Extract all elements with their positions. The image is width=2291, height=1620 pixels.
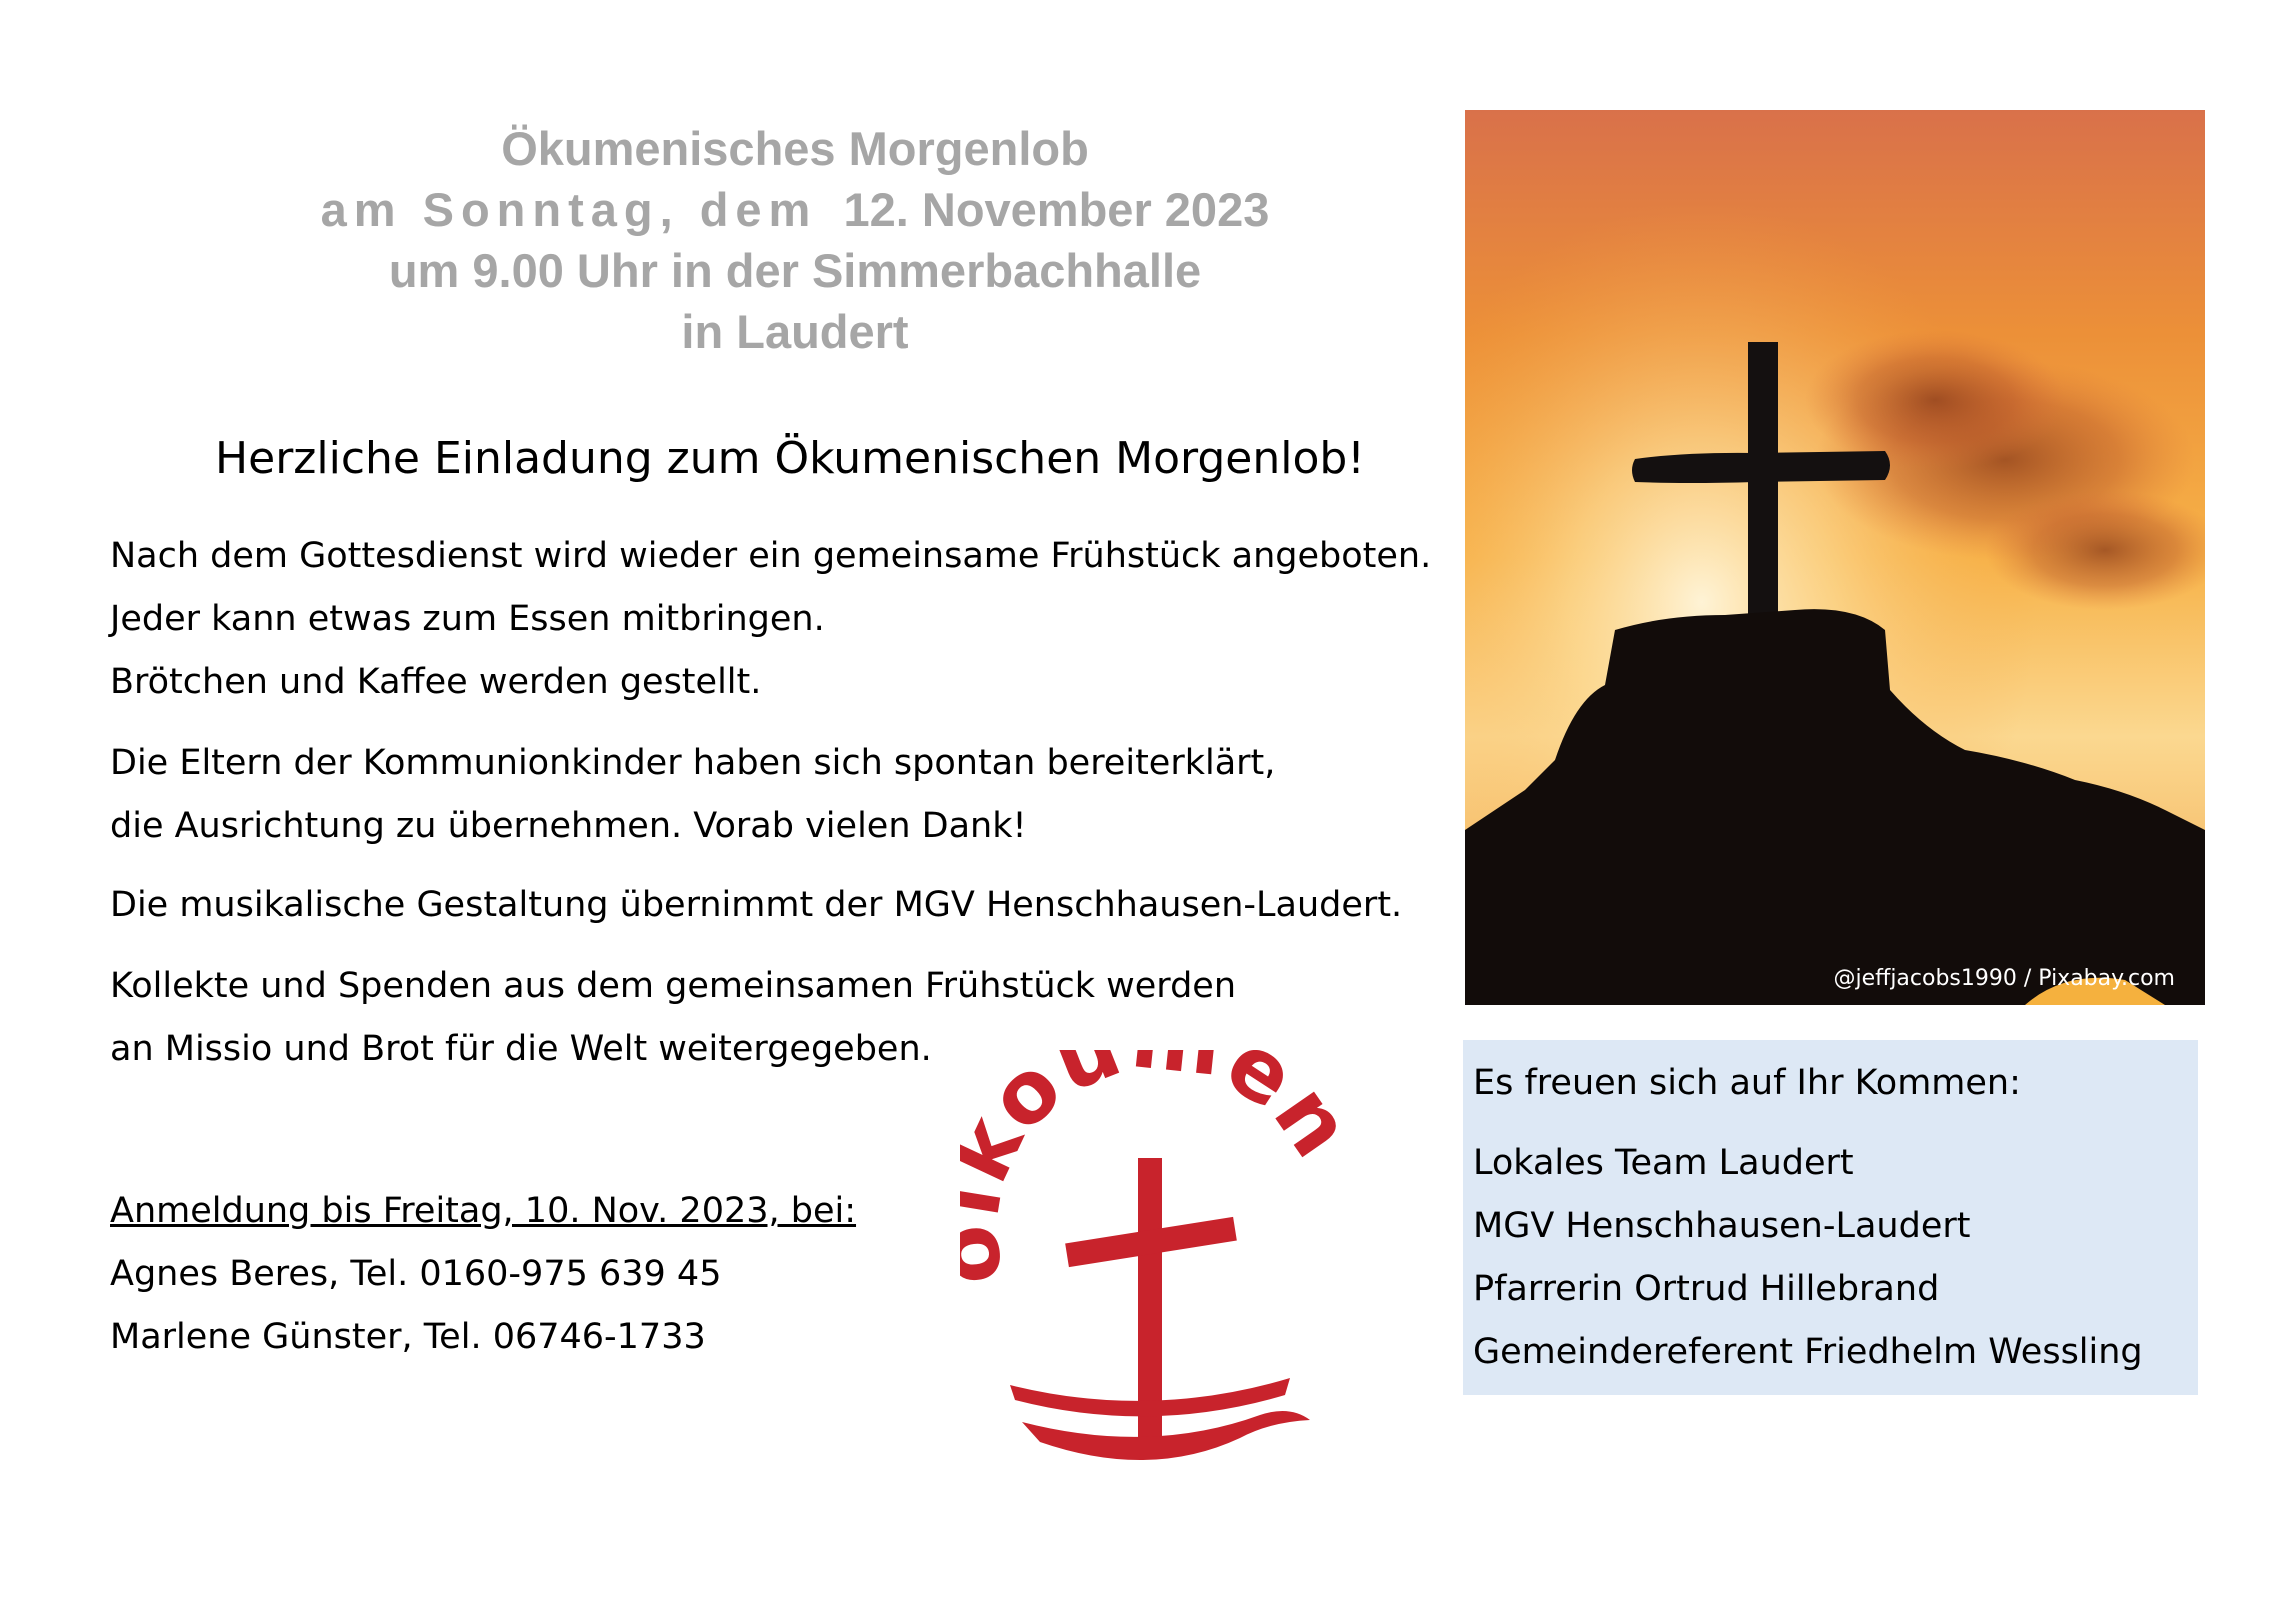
text-line: Kollekte und Spenden aus dem gemeinsamen Frühstück werden — [110, 966, 1237, 1006]
text-line: Brötchen und Kaffee werden gestellt. — [110, 662, 762, 702]
text-line: Jeder kann etwas zum Essen mitbringen. — [110, 599, 825, 639]
event-town: in Laudert — [681, 305, 909, 358]
event-date: 12. November 2023 — [843, 183, 1270, 236]
photo-credit: @jeffjacobs1990 / Pixabay.com — [1833, 966, 2175, 991]
registration-contact: Marlene Günster, Tel. 06746-1733 — [110, 1317, 706, 1357]
text-line: die Ausrichtung zu übernehmen. Vorab vielen Dank! — [110, 806, 1027, 846]
organizers-box — [1463, 1040, 2198, 1395]
registration-heading: Anmeldung bis Freitag, 10. Nov. 2023, bei: — [110, 1191, 857, 1231]
event-day: am Sonntag, dem — [320, 183, 818, 236]
registration-contact: Agnes Beres, Tel. 0160-975 639 45 — [110, 1254, 722, 1294]
text-line: Nach dem Gottesdienst wird wieder ein gemeinsame Frühstück angeboten. — [110, 536, 1432, 576]
organizer-name: Pfarrerin Ortrud Hillebrand — [1473, 1269, 1940, 1309]
cross-photo — [1465, 110, 2205, 1005]
event-header — [180, 118, 1410, 362]
organizers-intro: Es freuen sich auf Ihr Kommen: — [1473, 1063, 2021, 1103]
event-date-line — [180, 179, 1410, 240]
event-title: Ökumenisches Morgenlob — [501, 122, 1089, 175]
registration-section — [110, 1180, 856, 1369]
invitation-title: Herzliche Einladung zum Ökumenischen Morgenlob! — [215, 433, 1365, 484]
breakfast-paragraph — [110, 525, 1431, 714]
text-line: Die musikalische Gestaltung übernimmt der MGV Henschhausen-Laudert. — [110, 885, 1403, 925]
cross-on-hill-icon — [1465, 110, 2205, 1005]
event-time-place: um 9.00 Uhr in der Simmerbachhalle — [388, 244, 1202, 297]
organizer-name: MGV Henschhausen-Laudert — [1473, 1206, 1971, 1246]
music-paragraph — [110, 874, 1402, 937]
svg-text:oikoumene: ou e — [969, 1050, 1314, 1151]
organizer-name: Gemeindereferent Friedhelm Wessling — [1473, 1332, 2143, 1372]
oikoumene-logo-icon — [960, 1050, 1350, 1470]
text-line: an Missio und Brot für die Welt weitergegeben. — [110, 1029, 932, 1069]
text-line: Die Eltern der Kommunionkinder haben sich spontan bereiterklärt, — [110, 743, 1276, 783]
parents-paragraph — [110, 732, 1275, 858]
oikoumene-logo — [960, 1050, 1350, 1470]
organizer-name: Lokales Team Laudert — [1473, 1143, 1854, 1183]
